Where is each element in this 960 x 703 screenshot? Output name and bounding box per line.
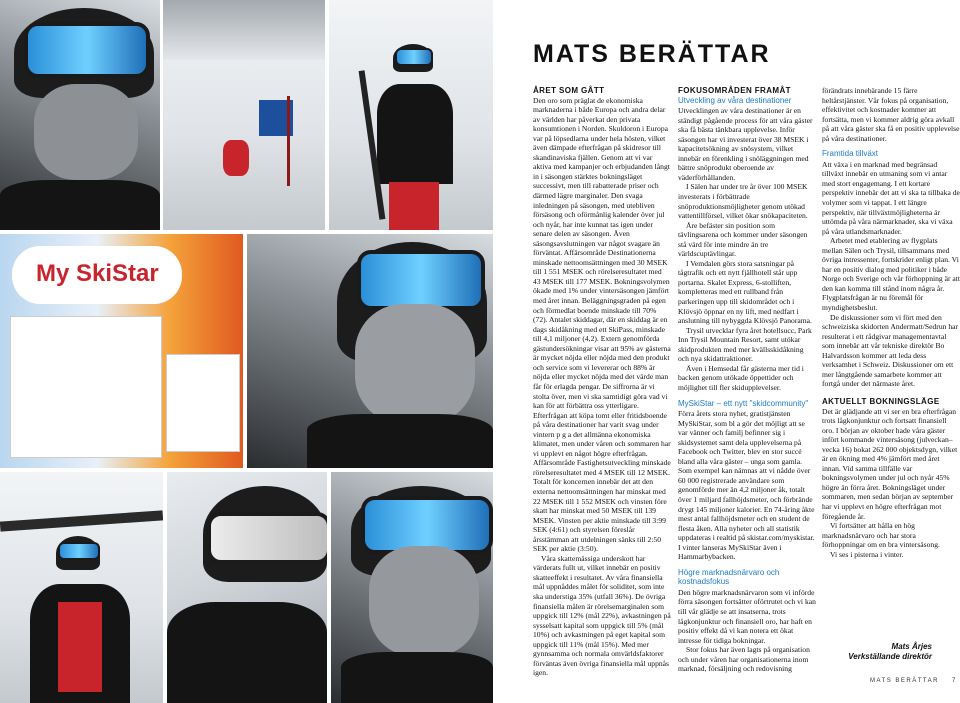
red-vest [58,602,102,692]
jacket [167,602,327,703]
subheading: Högre marknadsnärvaro och kostnadsfokus [678,567,780,587]
photo-skier-with-skis [329,0,493,230]
column-3 [822,86,960,559]
section-heading: ÅRET SOM GÅTT [533,86,605,95]
skier [223,140,249,176]
paragraph: I Vemdalen görs stora satsningar på tågtrafik och ett nytt fjällhotell står upp portarna. Skalet Express, 6-stolliften, kompletteras med ett rullband från parkeringen upp till skidområdet och i Klövsjö öppnar en ny lift, med nedfart i anslutning till nybyggda Klövsjö Panorama. [678,258,812,326]
subheading: Utveckling av våra destinationer [678,95,792,105]
jacket [377,84,453,184]
photo-two-skiers [167,472,327,703]
myskistar-logo: My SkiStar [36,260,159,287]
page-number: 7 [952,678,957,684]
photo-arms-raised [0,472,163,703]
goggles [24,22,150,78]
page-title: MATS BERÄTTAR [533,40,771,68]
ski-pants [389,182,439,230]
goggles [58,542,100,560]
paragraph: Att växa i en marknad med begränsad tillväxt innebär en utmaning som vi antar med stort engagemang. I ett kortare perspektiv innebär det att vi ska ta tillbaka de volymer som vi tappat. I ett längre perspektiv, när tillväxtmöjligheterna är uttömda på våra närmarknader, ska vi växa på våra utlandsmarknader. [822,159,960,236]
paragraph: Vi fortsätter att hålla en hög marknadsnärvaro och har stora förhoppningar om en bra vintersäsong. [822,521,940,550]
photo-myskistar-app [0,234,243,468]
photo-slalom-racer [163,0,325,230]
paragraph: Den högre marknadsnärvaron som vi införde förra säsongen fortsätter oförtrutet och vi kan till vår glädje se att insatserna, trots lågkonjunktur och finansiell oro, har haft en positiv effekt då vi kan notera ett ökat intresse för tidiga bokningar. [678,587,816,645]
photo-portrait-smiling [247,234,493,468]
paragraph: I Sälen har under tre år över 100 MSEK investerats i förbättrade snöproduktionsmöjligheter genom utökad vattentillförsel, vilket ökar snökapaciteten. [678,182,808,221]
paragraph: Det är glädjande att vi ser en bra efterfrågan trots lågkonjunktur och fortsatt finansiell oro. I början av oktober hade våra gäster infört kommande vintersäsong (julveckan–vecka 16) bokat 262 000 objektsdygn, vilket är en ökning med 4% jämfört med året innan. Vid samma tillfälle var bokningsvolymen under jul och nyår 45% högre än förra året. Bokningsläget under sommaren, men sedan början av september har vi upplevt en högre efterfrågan mot föregående år. [822,406,958,521]
paragraph: Stor fokus har även lagts på organisation och under våren har organisationerna inom marknad, försäljning och redovisning [678,645,810,674]
paragraph: Våra skattemässiga underskott har värderats fullt ut, vilket innebär en positiv skatteeffekt i resultatet. Av våra finansiella mål uppnåddes målet för soliditet, som inte ska understiga 35% (utfall 36%). De övriga finansiella målen är rörelsemarginalen som uppgick till 12% (mål 22%), avkastningen på sysselsatt kapital som uppgick till 5% (mål 10%) och avkastningen på eget kapital som uppgick till 11% (mål 15%). Med mer gynnsamma och normala omvärldsfaktorer förväntas även övriga finansiella mål uppnås igen. [533,553,671,678]
section-heading: AKTUELLT BOKNINGSLÄGE [822,396,940,406]
footer-label: MATS BERÄTTAR [870,678,939,684]
paragraph: Även i Hemsedal får gästerna mer tid i backen genom utökade öppettider och möjlighet till fler skidupplevelser. [678,363,804,392]
app-screenshot-secondary [166,354,240,452]
face [355,304,475,424]
paragraph: Trysil utvecklar fyra året hotellsucc, Park Inn Trysil Mountain Resort, samt utökar skidprodukten med mer kvällsskidåkning och nya skidattraktioner. [678,325,812,364]
gate-pole [287,96,290,186]
paragraph: Den oro som präglat de ekonomiska marknaderna i både Europa och andra delar av världen har påverkat den privata konsumtionen i Norden. Skuldoron i Europa var på löpsedlarna under hela hösten, vilket även dämpade efterfrågan på skidresor till skandinaviska fjällen. Genom att vi var aktiva med kampanjer och erbjudanden långt in i säsongen stärktes bokningsläget successivt, men till rabatterade priser och därmed lägre marginaler. Den svaga inledningen på säsongen, med utebliven försäsong och oförmånlig kalender över jul och nyår, har inte kunnat tas igen under senare delen av säsongen. Även säsongsavslutningen var något svagare än förväntat. Affärsområde Destinationerna minskade nettoomsättningen med 30 MSEK till 1 551 MSEK och rörelseresultatet med 43 MSEK till 177 MSEK. Bokningsvolymen ökade med 1% under vintersäsongen jämfört med året innan. Beläggningsgraden på egen och förmedlat boende minskade till 70% (72). Antalet skiddagar, där en skiddag är en dags skidåkning med ett SkiPass, minskade till 4,1 miljoner (4,2). Extern genomförda gästundersökningar visar att 95% av gästerna är mycket nöjda eller nöjda med den produkt och service som vi levererar och 88% är nöjda eller mycket nöjda med det värde man får för erlagda pengar. De siffrorna är vi stolta över, men vi ska samtidigt göra vad vi kan för att förbättra oss ytterligare. Efterfrågan att köpa tomt eller fritidsboende på våra destinationer har varit svag under vintern p g a det allmänna ekonomiska klimatet, men under våren och sommaren har vi upplevt en något högre efterfrågan. Affärsområde Fastighetsutveckling minskade rörelseresultatet med 4 MSEK till 12 MSEK. Totalt för koncernen innebär det att den externa nettoomsättningen har minskat med 22 MSEK till 1 552 MSEK och vinsten före skatt har minskat med 50 MSEK till 139 MSEK. Vinsten per aktie minskade till 3:99 SEK (4:61) och styrelsen föreslår årsstämman att utdelningen sänks till 2:50 SEK per aktie (3:50). [533,95,671,554]
column-2 [678,86,816,674]
goggles [357,250,485,310]
face [34,84,138,180]
trees [163,0,325,60]
paragraph: Utvecklingen av våra destinationer är en ständigt pågående process för att våra gäster ska få bästa tänkbara upplevelse. Inför säsongen har vi investerat över 38 MSEK i kapacitetsökning av snösystem, vilket innebär en förenkling i snöläggningen med bättre snöprodukt oberoende av väderförhållanden. [678,106,813,182]
jacket [0,180,160,230]
subheading: MySkiStar – ett nytt "skidcommunity" [678,398,809,408]
face [369,546,479,656]
section-heading: FOKUSOMRÅDEN FRAMÅT [678,86,791,95]
paragraph: förändrats innebärande 15 färre heltårstjänster. Vår fokus på organisation, effektivitet och kostnader kommer att fortsätta, men vi kommer aldrig göra avkall på att våra gäster ska få en positiv upplevelse på våra destinationer. [822,86,960,143]
paragraph: Arbetet med etablering av flygplats mellan Sälen och Trysil, tillsammans med övriga intressenter, fortskrider enligt plan. Vi har en positiv dialog med politiker i både Norge och Sverige och vår förhoppning är att den kan komma till stånd inom några år. Flygplatsfrågan är nu föremål för myndighetsbeslut. [822,236,960,313]
signature-title: Verkställande direktör [848,652,932,661]
app-screenshot [10,316,162,458]
photo-portrait-bottom-right [331,472,493,703]
column-1 [533,86,671,678]
signature [848,642,932,662]
photo-portrait-top-left [0,0,160,230]
jacket [341,652,493,703]
paragraph: Förra årets stora nyhet, gratistjänsten MySkiStar, som bl a gör det möjligt att se var vänner och familj befinner sig i skidsystemet samt dela upplevelserna på Facebook och Twitter, blev en stor succé bland alla våra gäster – unga som gamla. Som exempel kan nämnas att vi nådde över 60 000 registrerade användare som genomförde mer än 4,2 miljoner åk, totalt över 1 miljard fallhöjdsmeter, och förbrände drygt 145 miljoner kalorier. En 74-åring åkte mest antal fallhöjdsmeter och en student de flesta åken. Alla nyheter och all statistik uppdateras i realtid på skistar.com/myskistar. I vinter lanseras MySkiStar även i Hammarbybacken. [678,409,815,562]
skis-overhead [0,510,163,531]
goggles [395,48,433,66]
goggles [207,512,327,564]
paragraph: De diskussioner som vi fört med den schweiziska skidorten Andermatt/Sedrun har resulterat i ett rådgivar managementavtal som innebär att vår tekniske direktör Bo Halvardsson kommer att leda dess verksamhet i Schweiz. Diskussioner om ett mer långtgående samarbete kommer att fortgå under det närmaste året. [822,312,959,389]
subheading: Framtida tillväxt [822,149,879,159]
paragraph: Vi ses i pisterna i vinter. [830,549,904,559]
jacket [307,414,493,468]
signature-name: Mats Årjes [891,642,932,651]
paragraph: Åre befäster sin position som tävlingsarena och kommer under säsongen stå värd för inte mindre än tre världscuptävlingar. [678,220,808,259]
